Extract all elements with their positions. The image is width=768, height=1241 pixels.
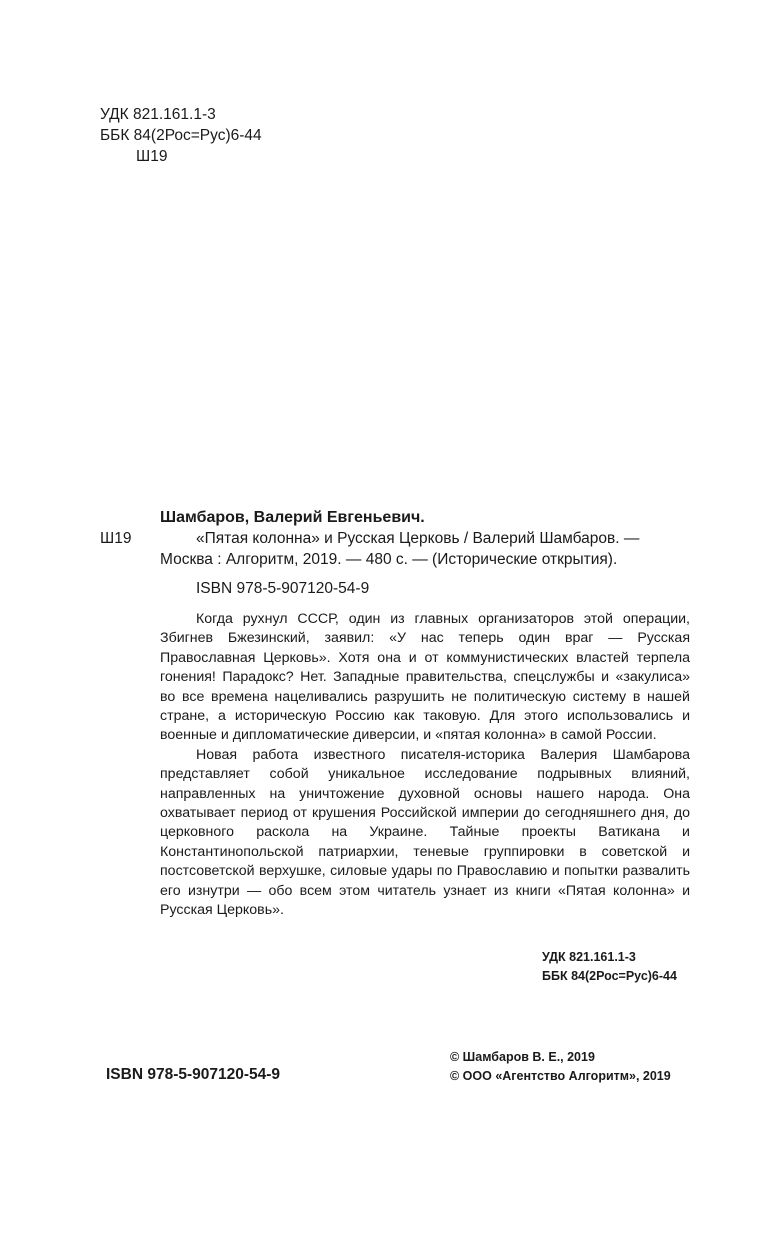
udk-code-right: УДК 821.161.1-3 <box>542 950 636 964</box>
imprint-line: Москва : Алгоритм, 2019. — 480 с. — (Исторические открытия). <box>160 551 618 568</box>
bbk-code-right: ББК 84(2Рос=Рус)6-44 <box>542 969 677 983</box>
right-classification-codes <box>542 948 677 986</box>
udk-code: УДК 821.161.1-3 <box>100 106 216 123</box>
annotation <box>160 610 690 921</box>
title-line: «Пятая колонна» и Русская Церковь / Валерий Шамбаров. — <box>196 530 640 547</box>
copyright-publisher: © ООО «Агентство Алгоритм», 2019 <box>450 1069 671 1083</box>
annotation-paragraph-1: Когда рухнул СССР, один из главных организаторов этой операции, Збигнев Бжезинский, заявил: «У нас теперь один враг — Русская Православная Церковь». Хотя она и от коммунистических властей терпела гонения! Парадокс? Нет. Западные правительства, спецслужбы и «закулиса» во все времена нацеливались разрушить не политическую систему в нашей стране, а историческую Россию как таковую. Для этого использовались и военные и дипломатические диверсии, и «пятая колонна» в самой России. <box>160 611 690 744</box>
author-name: Шамбаров, Валерий Евгеньевич. <box>160 509 425 526</box>
side-author-cipher: Ш19 <box>100 530 132 547</box>
annotation-paragraph-2: Новая работа известного писателя-историка Валерия Шамбарова представляет собой уникальное исследование подрывных влияний, направленных на уничтожение духовной основы нашего народа. Она охватывает период от крушения Российской империи до сегодняшнего дня, до церковного раскола на Украине. Тайные проекты Ватикана и Константинопольской патриархии, теневые группировки в советской и постсоветской верхушке, силовые удары по Православию и попытки развалить его изнутри — обо всем этом читатель узнает из книги «Пятая колонна» и Русская Церковь». <box>160 746 690 919</box>
biblio-isbn: ISBN 978-5-907120-54-9 <box>196 580 370 597</box>
bibliographic-record <box>160 507 690 599</box>
copyright-author: © Шамбаров В. Е., 2019 <box>450 1050 595 1064</box>
isbn-bottom: ISBN 978-5-907120-54-9 <box>106 1066 281 1083</box>
top-classification-codes <box>100 104 262 167</box>
copyright-block <box>450 1048 671 1086</box>
author-cipher: Ш19 <box>136 148 168 165</box>
bbk-code: ББК 84(2Рос=Рус)6-44 <box>100 127 262 144</box>
